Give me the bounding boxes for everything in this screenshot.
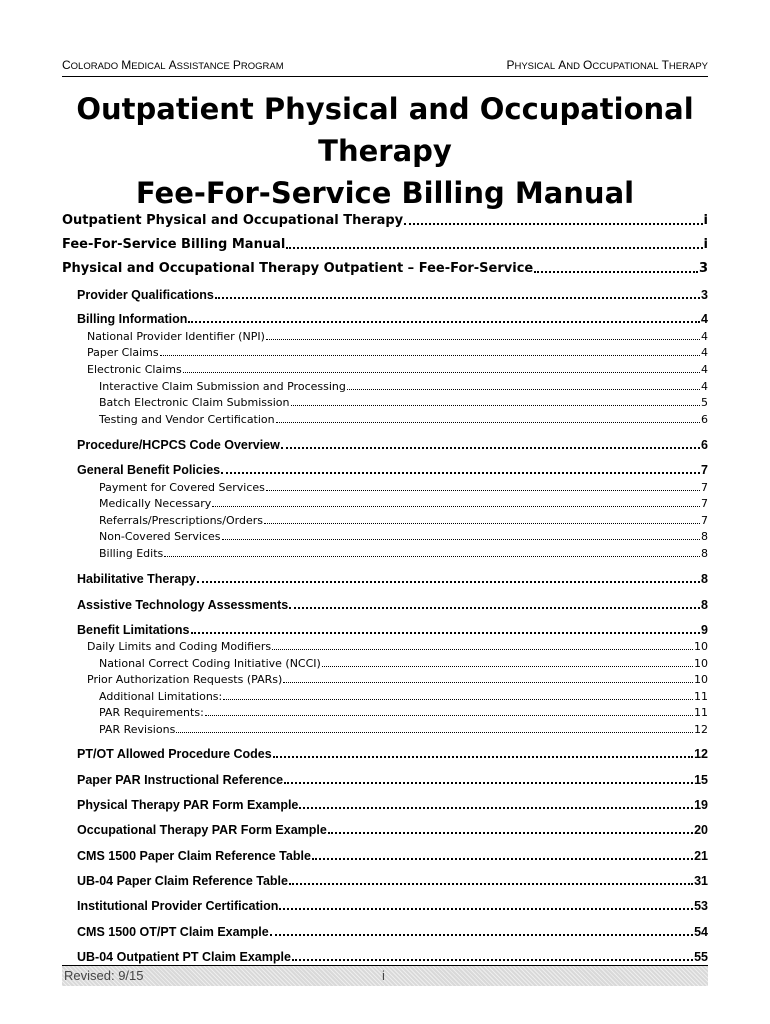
toc-entry-page: 9 (701, 623, 708, 637)
toc-entry-title: Occupational Therapy PAR Form Example (77, 823, 327, 837)
toc-entry-title: Procedure/HCPCS Code Overview (77, 438, 280, 452)
toc-dot-leader (289, 882, 693, 885)
toc-entry-title: Prior Authorization Requests (PARs) (87, 673, 283, 686)
toc-entry-page: 55 (694, 950, 708, 964)
toc-entry[interactable] (62, 566, 708, 586)
toc-entry-page: 10 (694, 640, 708, 653)
toc-entry[interactable] (62, 432, 708, 452)
toc-entry[interactable] (62, 767, 708, 787)
toc-entry-title: UB-04 Paper Claim Reference Table (77, 874, 288, 888)
toc-entry-page: i (703, 213, 708, 228)
toc-entry-page: 8 (701, 598, 708, 612)
toc-entry-page: 5 (701, 396, 708, 409)
toc-entry-title: Referrals/Prescriptions/Orders (99, 514, 263, 527)
toc-entry-title: Paper Claims (87, 346, 159, 359)
toc-entry-title: PAR Revisions (99, 723, 176, 736)
toc-entry-page: 20 (694, 823, 708, 837)
header-left-text: COLORADO MEDICAL ASSISTANCE PROGRAM (62, 58, 284, 72)
toc-dot-leader (299, 806, 693, 809)
toc-dot-leader (276, 421, 700, 423)
toc-dot-leader (164, 555, 700, 557)
toc-entry[interactable] (62, 256, 708, 276)
toc-entry-page: 31 (694, 874, 708, 888)
toc-entry-page: 7 (701, 481, 708, 494)
toc-entry-title: National Provider Identifier (NPI) (87, 330, 265, 343)
toc-entry-title: National Correct Coding Initiative (NCCI) (99, 657, 321, 670)
toc-entry-title: Billing Information (77, 312, 188, 326)
toc-dot-leader (270, 933, 693, 936)
toc-entry-page: 19 (694, 798, 708, 812)
toc-entry-page: 12 (694, 723, 708, 736)
toc-entry-title: Batch Electronic Claim Submission (99, 396, 290, 409)
toc-entry[interactable] (62, 792, 708, 812)
toc-dot-leader (289, 606, 700, 609)
toc-entry-title: PT/OT Allowed Procedure Codes (77, 747, 272, 761)
toc-dot-leader (176, 731, 693, 733)
toc-entry[interactable] (62, 741, 708, 761)
toc-entry-page: 8 (701, 572, 708, 586)
header-right-text: PHYSICAL AND OCCUPATIONAL THERAPY (506, 58, 708, 72)
toc-entry-title: CMS 1500 OT/PT Claim Example (77, 925, 269, 939)
toc-entry-page: 3 (698, 261, 708, 276)
toc-entry-page: 11 (694, 706, 708, 719)
toc-entry[interactable] (62, 817, 708, 837)
toc-entry[interactable] (62, 282, 708, 302)
page-footer (62, 965, 708, 986)
toc-entry[interactable] (62, 540, 708, 560)
toc-entry-title: Physical and Occupational Therapy Outpatient – Fee-For-Service (62, 261, 534, 276)
toc-entry-page: 7 (701, 497, 708, 510)
toc-entry-title: Billing Edits (99, 547, 164, 560)
toc-entry-title: Medically Necessary (99, 497, 212, 510)
toc-entry-title: Additional Limitations: (99, 690, 223, 703)
toc-dot-leader (279, 907, 693, 910)
toc-dot-leader (281, 446, 700, 449)
toc-entry-page: 53 (694, 899, 708, 913)
document-title (62, 88, 708, 214)
toc-entry-title: Provider Qualifications (77, 288, 214, 302)
toc-entry-page: 4 (701, 363, 708, 376)
toc-entry-page: 10 (694, 657, 708, 670)
toc-entry[interactable] (62, 208, 708, 228)
toc-entry-title: Non-Covered Services (99, 530, 221, 543)
toc-entry-title: UB-04 Outpatient PT Claim Example (77, 950, 291, 964)
toc-entry-page: 4 (701, 346, 708, 359)
toc-entry[interactable] (62, 868, 708, 888)
toc-entry-title: Outpatient Physical and Occupational Therapy (62, 213, 404, 228)
toc-entry-page: 4 (701, 312, 708, 326)
toc-entry-title: General Benefit Policies (77, 463, 221, 477)
toc-dot-leader (197, 580, 700, 583)
toc-dot-leader (404, 222, 702, 225)
title-line-2: Therapy (318, 134, 452, 168)
toc-entry[interactable] (62, 893, 708, 913)
toc-entry[interactable] (62, 232, 708, 252)
toc-entry-page: 4 (701, 330, 708, 343)
toc-entry-title: Daily Limits and Coding Modifiers (87, 640, 272, 653)
toc-entry-page: 54 (694, 925, 708, 939)
toc-entry-page: 6 (701, 413, 708, 426)
toc-entry[interactable] (62, 406, 708, 426)
toc-entry-title: Benefit Limitations (77, 623, 190, 637)
toc-entry-page: 6 (701, 438, 708, 452)
toc-entry-title: Payment for Covered Services (99, 481, 265, 494)
toc-entry-title: Habilitative Therapy (77, 572, 196, 586)
toc-dot-leader (312, 857, 693, 860)
toc-dot-leader (534, 270, 698, 273)
toc-entry[interactable] (62, 919, 708, 939)
toc-entry-title: CMS 1500 Paper Claim Reference Table (77, 849, 311, 863)
toc-entry-page: i (703, 237, 708, 252)
toc-entry-title: Testing and Vendor Certification (99, 413, 275, 426)
toc-dot-leader (284, 781, 693, 784)
toc-entry-page: 8 (701, 547, 708, 560)
toc-entry-page: 12 (694, 747, 708, 761)
toc-entry-page: 3 (701, 288, 708, 302)
title-line-3: Fee-For-Service Billing Manual (135, 176, 635, 210)
toc-entry-page: 21 (694, 849, 708, 863)
running-header (62, 58, 708, 77)
toc-entry-page: 11 (694, 690, 708, 703)
toc-entry-title: Paper PAR Instructional Reference (77, 773, 284, 787)
toc-entry-title: Assistive Technology Assessments (77, 598, 289, 612)
footer-page-number: i (382, 968, 385, 983)
toc-entry[interactable] (62, 716, 708, 736)
toc-dot-leader (215, 296, 700, 299)
toc-entry-title: Fee-For-Service Billing Manual (62, 237, 286, 252)
toc-dot-leader (273, 755, 693, 758)
toc-entry-page: 7 (701, 463, 708, 477)
toc-entry-title: Institutional Provider Certification (77, 899, 279, 913)
toc-entry[interactable] (62, 944, 708, 964)
toc-entry-page: 10 (694, 673, 708, 686)
toc-entry-title: Interactive Claim Submission and Processing (99, 380, 346, 393)
toc-entry[interactable] (62, 843, 708, 863)
toc-dot-leader (328, 831, 693, 834)
toc-entry-title: Electronic Claims (87, 363, 182, 376)
toc-dot-leader (292, 958, 693, 961)
toc-entry-page: 8 (701, 530, 708, 543)
title-line-1: Outpatient Physical and Occupational (76, 92, 694, 126)
toc-entry-title: Physical Therapy PAR Form Example (77, 798, 299, 812)
toc-entry-title: PAR Requirements: (99, 706, 204, 719)
toc-dot-leader (286, 246, 702, 249)
toc-entry-page: 7 (701, 514, 708, 527)
toc-entry-page: 4 (701, 380, 708, 393)
revised-date: Revised: 9/15 (64, 968, 144, 983)
toc-entry[interactable] (62, 592, 708, 612)
toc-entry-page: 15 (694, 773, 708, 787)
